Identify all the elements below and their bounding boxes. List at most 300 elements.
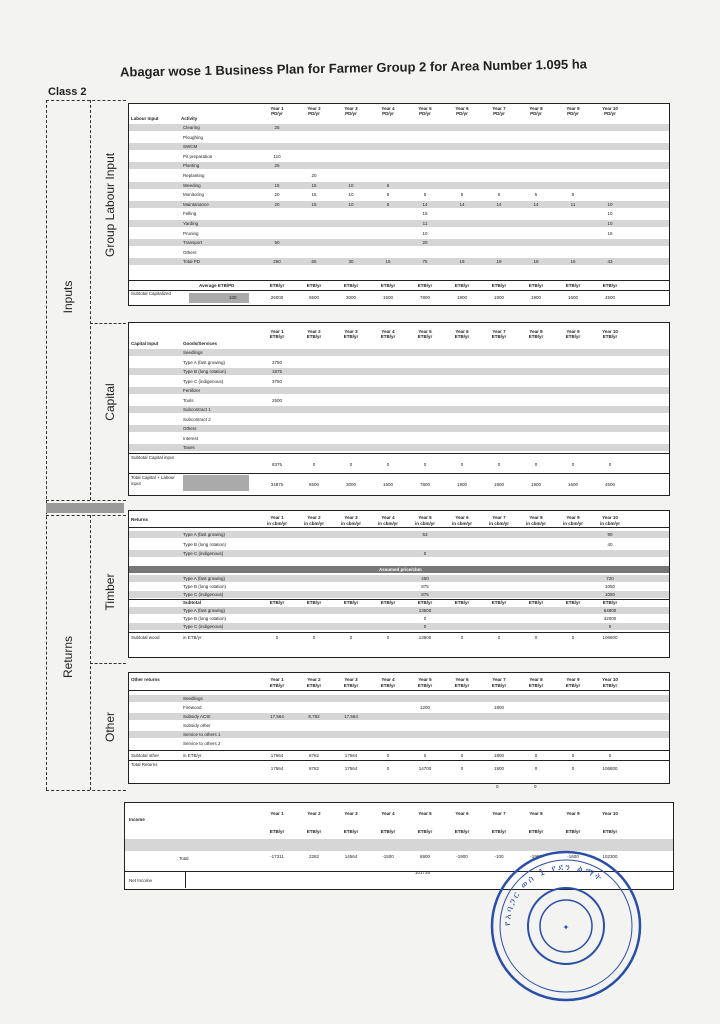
other-total-val-6: 0	[460, 766, 464, 771]
below-val-1: 0	[496, 784, 499, 789]
svg-text:✦: ✦	[562, 923, 570, 932]
labour-row-1	[129, 134, 669, 141]
labour-etb-unit: ETB/yr	[380, 283, 396, 288]
labour-row-14-val-5: 75	[422, 259, 428, 265]
capital-total-label: Total Capital + Labour input	[131, 475, 175, 486]
capital-year: Year 10	[602, 329, 618, 334]
other-total-val-8: 0	[534, 766, 538, 771]
timber-subtotal-hdr: Subtotal	[183, 599, 201, 605]
income-year: Year 2	[307, 811, 321, 816]
labour-row-6-val-3: 10	[348, 182, 354, 188]
capital-row-5	[129, 397, 669, 404]
labour-subtotal-val-3: 3000	[345, 295, 356, 300]
labour-row-10-val-5: 11	[422, 221, 428, 226]
labour-row-14-val-1: 260	[273, 259, 281, 265]
other-total-val-5: 14700	[418, 766, 432, 771]
timber-label: Timber	[103, 573, 117, 611]
labour-row-6-val-1: 15	[274, 182, 280, 188]
other-total-val-1: 17564	[270, 766, 284, 771]
labour-etb-unit: ETB/yr	[306, 283, 322, 288]
labour-header-year-4: Year 4	[381, 106, 395, 111]
capital-year: Year 8	[529, 329, 543, 334]
other-row-1	[129, 704, 669, 711]
labour-capital-divider	[90, 323, 126, 324]
labour-row-7-val-7: 5	[497, 192, 501, 198]
timber-etb-unit: ETB/yr	[565, 599, 581, 605]
timber-val-label: Type B (long rotation)	[183, 615, 227, 621]
capital-subtotal-val-9: 0	[571, 462, 575, 467]
timber-other-divider	[90, 663, 126, 664]
capital-row-4	[129, 387, 669, 394]
labour-row-6-val-2: 15	[311, 182, 317, 188]
timber-val-0-val-10: 64800	[603, 607, 617, 613]
capital-unit: ETB/yr	[565, 334, 581, 339]
income-total-1: -17311	[270, 854, 284, 859]
capital-subtotal-val-1: 8375	[271, 462, 282, 467]
other-year: Year 8	[529, 677, 543, 682]
capital-row-label: Fertilizer	[183, 388, 201, 393]
avg-header: Average ETB/PD	[199, 283, 235, 288]
page-title: Abagar wose 1 Business Plan for Farmer Group 2 for Area Number 1.095 ha	[119, 56, 588, 80]
other-row-1-val-5: 1200	[419, 705, 430, 710]
o-sep1	[129, 750, 669, 751]
returns-dashed-top	[46, 515, 126, 516]
capital-label: Capital	[103, 383, 117, 421]
capital-row-label: Others	[183, 426, 197, 431]
activity-header: Activity	[181, 116, 198, 121]
timber-price-label: Type C (indigenous)	[183, 591, 224, 597]
sub-sep	[129, 290, 669, 291]
labour-header-year-8: Year 8	[529, 106, 543, 111]
income-unit: ETB/yr	[380, 829, 396, 834]
labour-header-unit-3: PD/yr	[345, 111, 357, 116]
income-year: Year 3	[344, 811, 358, 816]
labour-header-unit-8: PD/yr	[530, 111, 542, 116]
labour-header-unit-4: PD/yr	[382, 111, 394, 116]
labour-etb-unit: ETB/yr	[417, 283, 433, 288]
timber-subtotal-val-9: 0	[571, 634, 575, 640]
labour-row-label: SWCM	[183, 144, 198, 150]
labour-subtotal-val-4: 1500	[382, 295, 393, 300]
labour-etb-unit: ETB/yr	[528, 283, 544, 288]
returns-label: Returns	[61, 635, 75, 679]
other-row-2-val-2: 8,782	[308, 714, 320, 719]
timber-subtotal-val-3: 0	[349, 634, 353, 640]
labour-row-8-val-4: 5	[386, 201, 390, 207]
other-subtotal-val-9: 0	[571, 753, 575, 758]
capital-row-label: Type A (fast growing)	[183, 359, 226, 365]
timber-etb-unit: ETB/yr	[269, 599, 285, 605]
returns-dashed-line	[90, 515, 91, 790]
other-year: Year 6	[455, 677, 469, 682]
labour-row-7-val-9: 5	[571, 192, 575, 198]
other-row-1-val-7: 1800	[493, 705, 504, 710]
labour-row-label: Pruning	[183, 230, 199, 236]
labour-row-7-val-4: 5	[386, 192, 390, 198]
income-total-label: Total	[179, 856, 189, 861]
o-sep2	[129, 760, 669, 761]
timber-subtotal-val-7: 0	[497, 634, 501, 640]
timber-vol-label: Type B (long rotation)	[183, 541, 227, 547]
labour-row-4	[129, 162, 669, 169]
section-divider-band	[46, 503, 124, 513]
group-labour-label: Group Labour Input	[103, 152, 117, 257]
labour-row-3-val-1: 110	[273, 153, 281, 159]
capital-input-table	[128, 322, 670, 496]
labour-row-14-val-4: 15	[385, 259, 391, 265]
labour-row-8-val-6: 14	[459, 201, 465, 207]
capital-unit: ETB/yr	[602, 334, 618, 339]
labour-row-14-val-2: 65	[311, 259, 317, 265]
labour-row-label: Maintanance	[183, 201, 209, 207]
other-year: Year 2	[307, 677, 321, 682]
outer-dashed-bottom	[46, 790, 126, 791]
labour-row-5-val-2: 20	[311, 173, 317, 178]
other-unit: ETB/yr	[528, 683, 544, 688]
other-unit: ETB/yr	[565, 683, 581, 688]
capital-row-2-val-1: 1875	[271, 369, 282, 374]
labour-row-12-val-5: 20	[422, 240, 428, 246]
labour-row-6-val-4: 5	[386, 182, 390, 188]
other-total-label: Total Returns	[131, 762, 158, 767]
inputs-dashed-bottom	[46, 500, 126, 501]
timber-corner: Returns	[131, 517, 149, 522]
capital-total-val-2: 6500	[308, 482, 319, 487]
other-returns-table	[128, 672, 670, 784]
price-banner-text: Assumed price/cbm	[379, 566, 422, 572]
other-year: Year 3	[344, 677, 358, 682]
capital-subtotal-val-7: 0	[497, 462, 501, 467]
timber-year: Year 6	[455, 515, 469, 520]
labour-row-11-val-10: 15	[607, 230, 613, 236]
capital-total-val-1: 34875	[270, 482, 284, 487]
labour-row-8-val-10: 10	[607, 201, 613, 207]
labour-row-7-val-3: 10	[348, 192, 354, 198]
timber-subtotal-val-6: 0	[460, 634, 464, 640]
labour-header-unit-1: PD/yr	[271, 111, 283, 116]
timber-unit: in cbm/yr	[377, 521, 398, 526]
labour-subtotal-val-6: 1900	[456, 295, 467, 300]
labour-row-label: Clearing	[183, 125, 200, 130]
income-label: Income	[129, 817, 145, 822]
other-unit: ETB/yr	[454, 683, 470, 688]
timber-year: Year 8	[529, 515, 543, 520]
labour-subtotal-label: Subtotal Capitalized	[131, 291, 172, 296]
timber-year: Year 5	[418, 515, 432, 520]
capital-row-label: Subcontract 1	[183, 407, 211, 412]
labour-input-table	[128, 103, 670, 305]
labour-subtotal-val-7: 1900	[493, 295, 504, 300]
income-year: Year 4	[381, 811, 395, 816]
total-shade	[183, 475, 249, 491]
timber-vol-2-val-5: 0	[423, 551, 427, 556]
income-year: Year 7	[492, 811, 506, 816]
timber-val-1-val-5: 0	[423, 615, 427, 621]
goods-header: Goods/Services	[183, 341, 218, 346]
timber-unit: in cbm/yr	[414, 521, 435, 526]
capital-year: Year 9	[566, 329, 580, 334]
capital-total-val-7: 1900	[493, 482, 504, 487]
labour-row-label: Transport	[183, 240, 203, 246]
other-unit: ETB/yr	[343, 683, 359, 688]
labour-header-year-3: Year 3	[344, 106, 358, 111]
labour-row-9-val-5: 16	[422, 211, 428, 217]
labour-row-label: Total PD	[183, 259, 201, 265]
avg-value: 100	[229, 295, 237, 300]
other-unit: ETB/yr	[491, 683, 507, 688]
other-total-val-9: 0	[571, 766, 575, 771]
capital-total-val-4: 1500	[382, 482, 393, 487]
capital-year: Year 1	[270, 329, 284, 334]
income-year: Year 9	[566, 811, 580, 816]
capital-subtotal-val-5: 0	[423, 462, 427, 467]
other-row-label: Service to others 2	[183, 741, 221, 746]
labour-row-7-val-5: 5	[423, 192, 427, 198]
capital-unit: ETB/yr	[343, 334, 359, 339]
labour-row-label: Others	[183, 249, 197, 255]
other-year: Year 1	[270, 677, 284, 682]
timber-etb-unit: ETB/yr	[306, 599, 322, 605]
timber-subtotal-val-5: 13500	[418, 634, 432, 640]
other-subtotal-val-10: 0	[608, 753, 612, 758]
labour-row-label: Ploughing	[183, 134, 204, 140]
labour-etb-unit: ETB/yr	[454, 283, 470, 288]
other-total-val-4: 0	[386, 766, 390, 771]
capital-subtotal-val-2: 0	[312, 462, 316, 467]
timber-subtotal-val-10: 106800	[602, 634, 618, 640]
timber-price-0-val-5: 450	[421, 575, 429, 581]
capital-row-label: Interest	[183, 435, 199, 441]
capital-year: Year 5	[418, 329, 432, 334]
timber-price-2-val-10: 1050	[604, 591, 615, 597]
labour-header-year-7: Year 7	[492, 106, 506, 111]
capital-subtotal-val-10: 0	[608, 462, 612, 467]
labour-etb-unit: ETB/yr	[565, 283, 581, 288]
labour-row-7-val-1: 20	[274, 192, 280, 198]
labour-row-8-val-9: 11	[570, 201, 576, 207]
income-total-2: 2282	[308, 854, 319, 859]
other-total-val-3: 17564	[344, 766, 358, 771]
other-subtotal-unit: in ETB/yr	[183, 753, 202, 758]
labour-row-14-val-7: 19	[496, 259, 502, 265]
timber-unit: in cbm/yr	[562, 521, 583, 526]
capital-total-val-5: 7800	[419, 482, 430, 487]
timber-etb-unit: ETB/yr	[417, 599, 433, 605]
other-subtotal-val-7: 1800	[493, 753, 504, 758]
labour-row-11	[129, 230, 669, 237]
labour-row-12	[129, 239, 669, 246]
labour-header-year-2: Year 2	[307, 106, 321, 111]
income-unit: ETB/yr	[528, 829, 544, 834]
labour-row-10	[129, 220, 669, 227]
income-total-6: -1900	[456, 854, 468, 859]
income-total-9: -1600	[567, 854, 579, 859]
capital-unit: ETB/yr	[491, 334, 507, 339]
income-total-5: 6900	[419, 854, 430, 859]
svg-text:የአባጋር ወሰ 1 የደን ልማት	[503, 863, 605, 926]
other-row-label: Subsidy ACSI	[183, 714, 211, 719]
capital-row-10	[129, 444, 669, 451]
timber-val-2-val-10: 0	[608, 623, 612, 629]
capital-total-val-6: 1900	[456, 482, 467, 487]
other-unit: ETB/yr	[417, 683, 433, 688]
labour-row-8-val-8: 14	[533, 201, 539, 207]
labour-row-label: Pit preparation	[183, 153, 213, 159]
other-row-2-val-1: 17,564	[270, 714, 284, 719]
other-subtotal-val-8: 0	[534, 753, 538, 758]
labour-row-label: Replanting	[183, 173, 205, 178]
capital-unit: ETB/yr	[269, 334, 285, 339]
timber-vol-label: Type C (indigenous)	[183, 551, 224, 556]
timber-year: Year 3	[344, 515, 358, 520]
other-label: Other	[103, 712, 117, 743]
other-total-val-2: 8782	[308, 766, 319, 771]
income-unit: ETB/yr	[417, 829, 433, 834]
other-total-val-10: 106800	[602, 766, 618, 771]
labour-row-14-val-10: 43	[607, 259, 613, 265]
income-total-3: 14564	[344, 854, 358, 859]
capital-corner: Capital Input	[131, 341, 159, 346]
labour-row-11-val-5: 10	[422, 230, 428, 236]
capital-year: Year 4	[381, 329, 395, 334]
labour-header-year-6: Year 6	[455, 106, 469, 111]
other-year: Year 9	[566, 677, 580, 682]
income-total-4: -1500	[382, 854, 394, 859]
other-row-label: Seedlings	[183, 696, 203, 701]
income-unit: ETB/yr	[565, 829, 581, 834]
labour-row-4-val-1: 25	[274, 163, 280, 169]
capital-row-5-val-1: 2500	[271, 397, 282, 403]
capital-row-label: Subcontract 2	[183, 416, 211, 422]
timber-val-label: Type C (indigenous)	[183, 623, 224, 629]
timber-subtotal-val-1: 0	[275, 634, 279, 640]
labour-subtotal-table	[128, 280, 670, 306]
labour-row-14-val-3: 30	[348, 259, 354, 265]
income-year: Year 6	[455, 811, 469, 816]
net-income-value: 101735	[415, 870, 431, 875]
income-unit: ETB/yr	[269, 829, 285, 834]
timber-year: Year 4	[381, 515, 395, 520]
timber-subtotal-label: Subtotal wood	[131, 634, 160, 640]
timber-vol-label: Type A (fast growing)	[183, 532, 226, 537]
timber-unit: in cbm/yr	[488, 521, 509, 526]
capital-row-label: Tools	[183, 397, 194, 403]
timber-year: Year 10	[602, 515, 618, 520]
avg-shade	[189, 293, 249, 303]
timber-vol-0-val-5: 53	[422, 532, 428, 537]
other-subtotal-label: Subtotal other	[131, 753, 160, 758]
timber-year: Year 7	[492, 515, 506, 520]
net-income-label: Net Income	[129, 878, 153, 883]
income-total-10: 102300	[602, 854, 618, 859]
capital-subtotal-val-3: 0	[349, 462, 353, 467]
labour-etb-unit: ETB/yr	[491, 283, 507, 288]
labour-row-14-val-6: 19	[459, 259, 465, 265]
capital-row-8	[129, 425, 669, 432]
class-label: Class 2	[48, 86, 87, 98]
capital-total-val-10: 4500	[604, 482, 615, 487]
labour-subtotal-val-5: 7800	[419, 295, 430, 300]
timber-etb-unit: ETB/yr	[454, 599, 470, 605]
timber-etb-unit: ETB/yr	[602, 599, 618, 605]
labour-row-label: Weeding	[183, 182, 201, 188]
labour-header-unit-10: PD/yr	[604, 111, 616, 116]
below-val-2: 0	[534, 784, 537, 789]
timber-val-2-val-5: 0	[423, 623, 427, 629]
income-total-7: -100	[494, 854, 504, 859]
timber-vol-0-val-10: 90	[607, 532, 613, 537]
other-corner: Other returns	[131, 677, 160, 682]
cap-sep1	[129, 453, 669, 454]
timber-subtotal-unit: in ETB/yr	[183, 634, 202, 640]
other-year: Year 7	[492, 677, 506, 682]
labour-row-label: Felling	[183, 211, 197, 217]
timber-val-1-val-10: 42000	[603, 615, 617, 621]
capital-row-0	[129, 349, 669, 356]
capital-subtotal-label: Subtotal Capital input	[131, 455, 174, 460]
labour-row-13	[129, 249, 669, 256]
income-year: Year 5	[418, 811, 432, 816]
timber-val-label: Type A (fast growing)	[183, 607, 226, 613]
other-subtotal-val-2: 8782	[308, 753, 319, 758]
other-year: Year 10	[602, 677, 618, 682]
seal-text: የአባጋር ወሰ 1 የደን ልማት	[502, 862, 605, 927]
labour-row-8-val-1: 20	[274, 201, 280, 207]
income-unit: ETB/yr	[602, 829, 618, 834]
other-unit: ETB/yr	[269, 683, 285, 688]
timber-price-label: Type A (fast growing)	[183, 575, 226, 581]
labour-header-year-1: Year 1	[270, 106, 284, 111]
labour-row-5	[129, 172, 669, 179]
capital-total-val-9: 1600	[567, 482, 578, 487]
other-subtotal-val-3: 17564	[344, 753, 358, 758]
o-sep0	[129, 690, 669, 691]
labour-subtotal-val-10: 4500	[604, 295, 615, 300]
other-unit: ETB/yr	[602, 683, 618, 688]
timber-price-label: Type B (long rotation)	[183, 583, 227, 589]
capital-total-val-8: 1900	[530, 482, 541, 487]
labour-corner: Labour Input	[131, 116, 159, 121]
labour-row-9-val-10: 10	[607, 211, 613, 217]
capital-total-val-3: 3000	[345, 482, 356, 487]
capital-row-label: Taxes	[183, 445, 195, 450]
income-total-8: -1900	[530, 854, 542, 859]
timber-unit: in cbm/yr	[599, 521, 620, 526]
timber-unit: in cbm/yr	[266, 521, 287, 526]
capital-subtotal-val-4: 0	[386, 462, 390, 467]
timber-etb-unit: ETB/yr	[343, 599, 359, 605]
labour-row-label: Monitoring	[183, 192, 205, 198]
capital-row-3-val-1: 3750	[271, 378, 282, 384]
other-subtotal-val-1: 17564	[270, 753, 284, 758]
other-year: Year 5	[418, 677, 432, 682]
labour-etb-unit: ETB/yr	[269, 283, 285, 288]
income-unit: ETB/yr	[454, 829, 470, 834]
timber-unit: in cbm/yr	[451, 521, 472, 526]
labour-row-2	[129, 143, 669, 150]
timber-vol-1-val-10: 40	[607, 541, 613, 547]
labour-subtotal-val-8: 1900	[530, 295, 541, 300]
labour-row-14-val-8: 19	[533, 259, 539, 265]
labour-header-unit-2: PD/yr	[308, 111, 320, 116]
capital-unit: ETB/yr	[417, 334, 433, 339]
income-unit: ETB/yr	[343, 829, 359, 834]
other-row-2-val-3: 17,564	[344, 714, 358, 719]
income-year: Year 10	[602, 811, 618, 816]
capital-year: Year 6	[455, 329, 469, 334]
cap-sep2	[129, 473, 669, 474]
timber-unit: in cbm/yr	[340, 521, 361, 526]
